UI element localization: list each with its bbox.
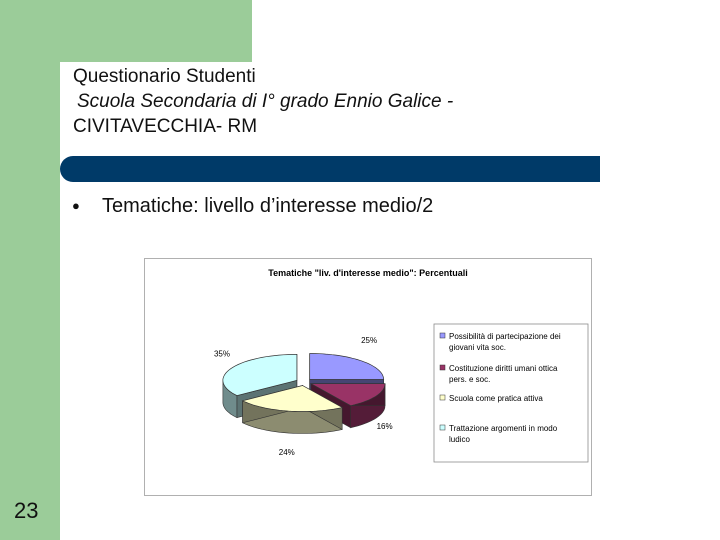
legend-label-0-1: giovani vita soc.	[449, 343, 506, 352]
title-divider-band	[60, 156, 600, 182]
legend-label-1-0: Costituzione diritti umani ottica	[449, 364, 558, 373]
legend-label-2-0: Scuola come pratica attiva	[449, 394, 543, 403]
chart-title: Tematiche "liv. d'interesse medio": Percentuali	[268, 268, 468, 278]
header-decoration	[60, 0, 252, 62]
pie-chart-container	[144, 258, 592, 496]
legend-swatch-0	[440, 333, 445, 338]
legend-label-0-0: Possibilità di partecipazione dei	[449, 332, 561, 341]
pie-label-0: 25%	[361, 336, 378, 346]
bullet-text: Tematiche: livello d’interesse medio/2	[102, 195, 434, 217]
legend-swatch-3	[440, 425, 445, 430]
slide-title	[73, 64, 453, 139]
legend-swatch-1	[440, 365, 445, 370]
legend-label-1-1: pers. e soc.	[449, 375, 491, 384]
legend-swatch-2	[440, 395, 445, 400]
pie-label-1: 16%	[376, 422, 393, 432]
title-line-3: CIVITAVECCHIA- RM	[73, 116, 258, 137]
pie-chart	[144, 258, 592, 496]
page-number: 23	[14, 498, 39, 523]
bullet-dot-icon: ●	[72, 198, 80, 213]
legend-label-3-1: ludico	[449, 435, 470, 444]
title-line-1: Questionario Studenti	[73, 66, 256, 87]
pie-label-3: 35%	[213, 349, 231, 359]
pie-label-2: 24%	[278, 448, 295, 458]
sidebar-decoration	[0, 0, 60, 540]
legend-label-3-0: Trattazione argomenti in modo	[449, 424, 558, 433]
title-line-2: Scuola Secondaria di I° grado Ennio Galice -	[77, 91, 454, 112]
